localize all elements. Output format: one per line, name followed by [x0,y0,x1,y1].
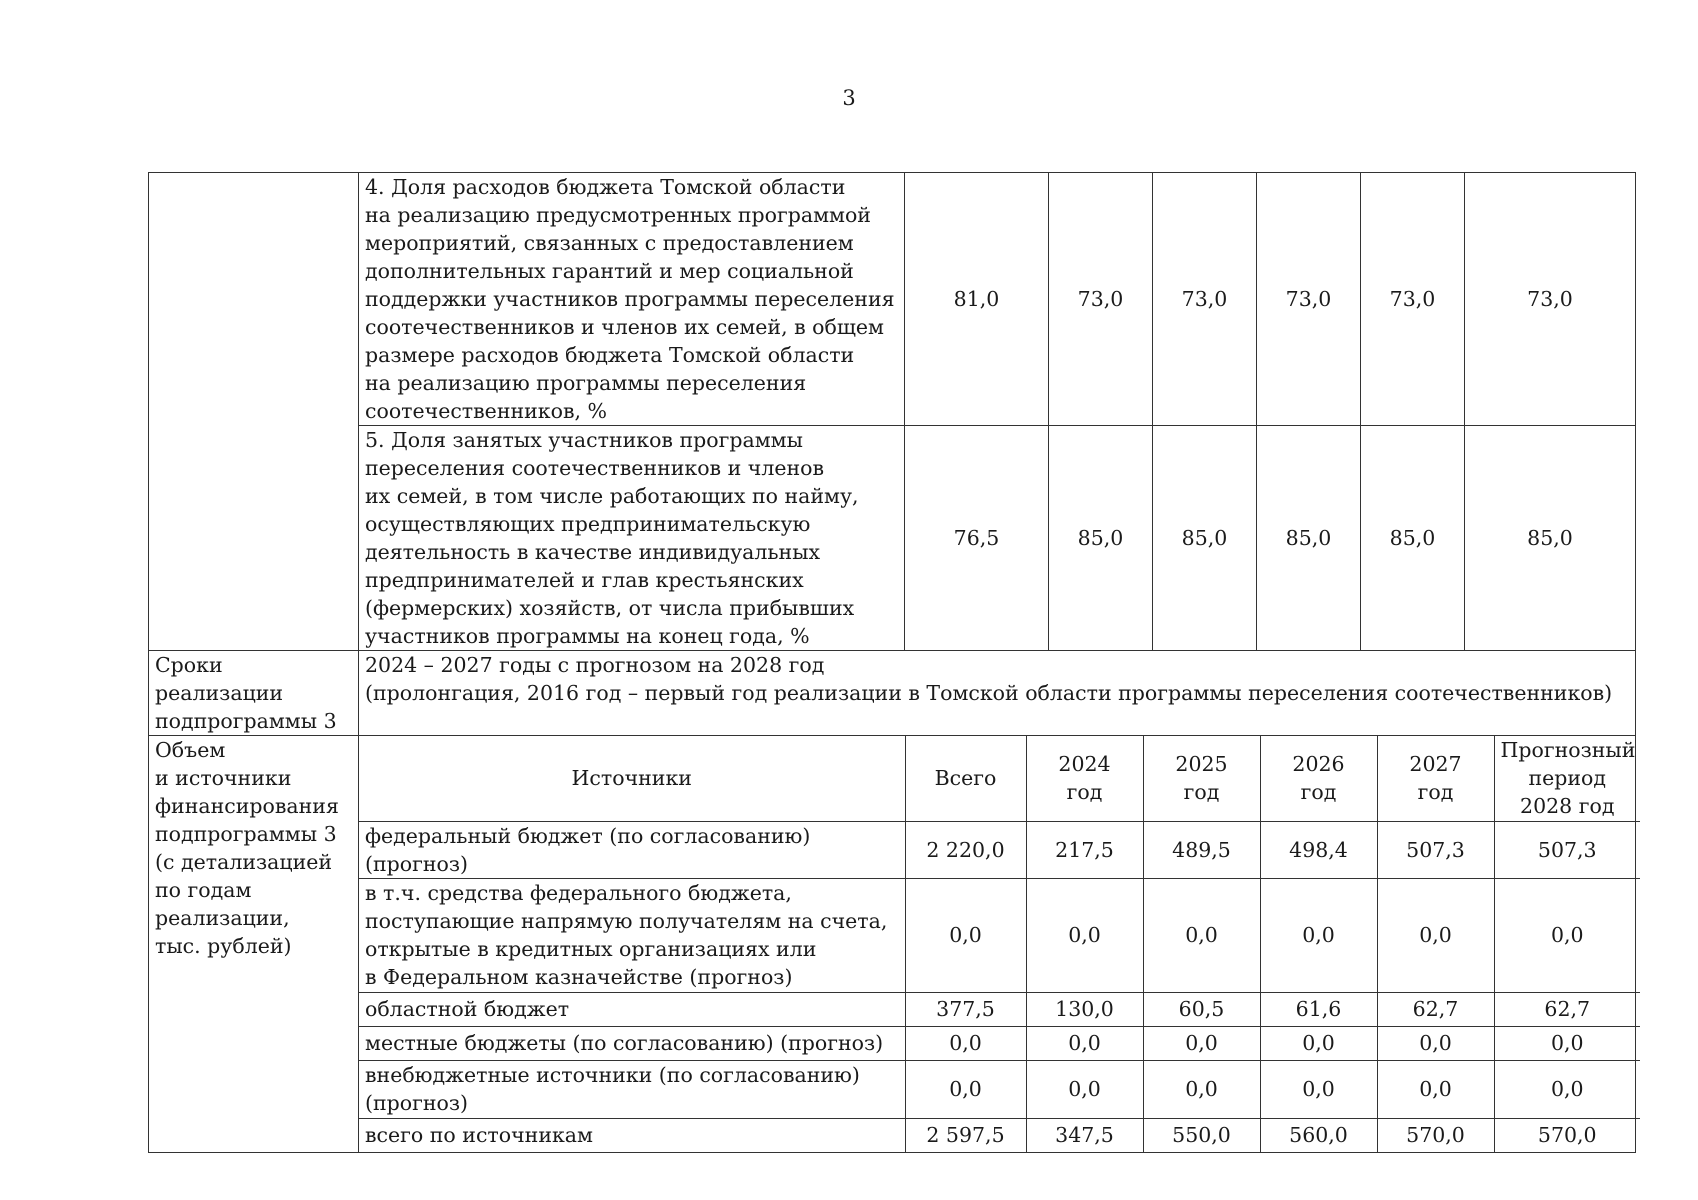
funding-value: 570,0 [1494,1118,1640,1152]
funding-value: 0,0 [905,878,1026,992]
funding-value: 498,4 [1260,821,1377,878]
header-year: 2025 год [1143,736,1260,821]
indicator-text: 4. Доля расходов бюджета Томской области на реализацию предусмотренных программой мероприятий, связанных с предоставлением дополнительных гарантий и мер социальной поддержки участников программы переселения соотечественников и членов их семей, в общем размере расходов бюджета Томской области на реализацию программы переселения соотечественников, % [359,173,905,426]
funding-value: 2 220,0 [905,821,1026,878]
funding-value: 570,0 [1377,1118,1494,1152]
funding-source: в т.ч. средства федерального бюджета, поступающие напрямую получателям на счета, открытые в кредитных организациях или в Федеральном казначействе (прогноз) [359,878,905,992]
funding-value: 0,0 [1260,1060,1377,1118]
header-forecast: Прогнозный период 2028 год [1494,736,1640,821]
passport-table [148,172,1636,1153]
funding-value: 0,0 [1377,1060,1494,1118]
funding-data-row [359,1026,1640,1060]
funding-data-row [359,1060,1640,1118]
funding-value: 0,0 [1143,1060,1260,1118]
funding-data-row [359,992,1640,1026]
indicator-value: 85,0 [1257,426,1361,651]
funding-table-cell [359,736,1636,1153]
terms-row [149,651,1636,736]
indicator-value: 73,0 [1465,173,1636,426]
terms-label: Сроки реализации подпрограммы 3 [149,651,359,736]
indicator-value: 73,0 [1257,173,1361,426]
funding-value: 0,0 [1377,878,1494,992]
indicator-row [149,173,1636,426]
funding-value: 62,7 [1377,992,1494,1026]
header-year: 2026 год [1260,736,1377,821]
funding-value: 217,5 [1026,821,1143,878]
funding-data-row [359,878,1640,992]
funding-label: Объем и источники финансирования подпрограммы 3 (с детализацией по годам реализации, тыс. рублей) [149,736,359,1153]
funding-value: 0,0 [1260,878,1377,992]
indicator-value: 85,0 [1465,426,1636,651]
funding-total-row [359,1118,1640,1152]
funding-value: 0,0 [1026,1060,1143,1118]
funding-row [149,736,1636,1153]
terms-text [359,651,1636,736]
header-year: 2024 год [1026,736,1143,821]
funding-value: 61,6 [1260,992,1377,1026]
funding-value: 0,0 [905,1026,1026,1060]
funding-value: 130,0 [1026,992,1143,1026]
indicator-value: 73,0 [1049,173,1153,426]
indicator-value: 81,0 [905,173,1049,426]
funding-value: 507,3 [1494,821,1640,878]
funding-value: 0,0 [1377,1026,1494,1060]
indicator-value: 85,0 [1153,426,1257,651]
funding-data-row [359,821,1640,878]
indicator-value: 85,0 [1361,426,1465,651]
indicator-value: 85,0 [1049,426,1153,651]
funding-source: всего по источникам [359,1118,905,1152]
header-total: Всего [905,736,1026,821]
funding-value: 60,5 [1143,992,1260,1026]
funding-value: 377,5 [905,992,1026,1026]
funding-value: 0,0 [1494,1060,1640,1118]
indicator-row [149,426,1636,651]
page-number: 3 [842,86,856,110]
funding-value: 0,0 [1260,1026,1377,1060]
funding-value: 0,0 [1143,878,1260,992]
funding-value: 0,0 [1026,1026,1143,1060]
header-sources: Источники [571,766,692,791]
indicator-value: 76,5 [905,426,1049,651]
funding-value: 347,5 [1026,1118,1143,1152]
funding-value: 489,5 [1143,821,1260,878]
funding-table [359,736,1640,1152]
indicator-text: 5. Доля занятых участников программы переселения соотечественников и членов их семей, в том числе работающих по найму, осуществляющих предпринимательскую деятельность в качестве индивидуальных предпринимателей и глав крестьянских (фермерских) хозяйств, от числа прибывших участников программы на конец года, % [359,426,905,651]
funding-value: 0,0 [1026,878,1143,992]
funding-source: местные бюджеты (по согласованию) (прогноз) [359,1026,905,1060]
funding-value: 0,0 [1494,1026,1640,1060]
funding-source: внебюджетные источники (по согласованию) (прогноз) [359,1060,905,1118]
indicators-label-cell [149,173,359,651]
funding-value: 560,0 [1260,1118,1377,1152]
terms-text-line: 2024 – 2027 годы с прогнозом на 2028 год [365,653,825,677]
funding-value: 0,0 [905,1060,1026,1118]
funding-header-row [359,736,1640,821]
funding-value: 550,0 [1143,1118,1260,1152]
funding-value: 0,0 [1494,878,1640,992]
terms-text-line: (пролонгация, 2016 год – первый год реализации в Томской области программы переселения соотечественников) [365,681,1613,705]
funding-value: 507,3 [1377,821,1494,878]
funding-value: 0,0 [1143,1026,1260,1060]
indicator-value: 73,0 [1361,173,1465,426]
funding-source: областной бюджет [359,992,905,1026]
funding-value: 2 597,5 [905,1118,1026,1152]
funding-source: федеральный бюджет (по согласованию) (прогноз) [359,821,905,878]
funding-value: 62,7 [1494,992,1640,1026]
indicator-value: 73,0 [1153,173,1257,426]
header-year: 2027 год [1377,736,1494,821]
